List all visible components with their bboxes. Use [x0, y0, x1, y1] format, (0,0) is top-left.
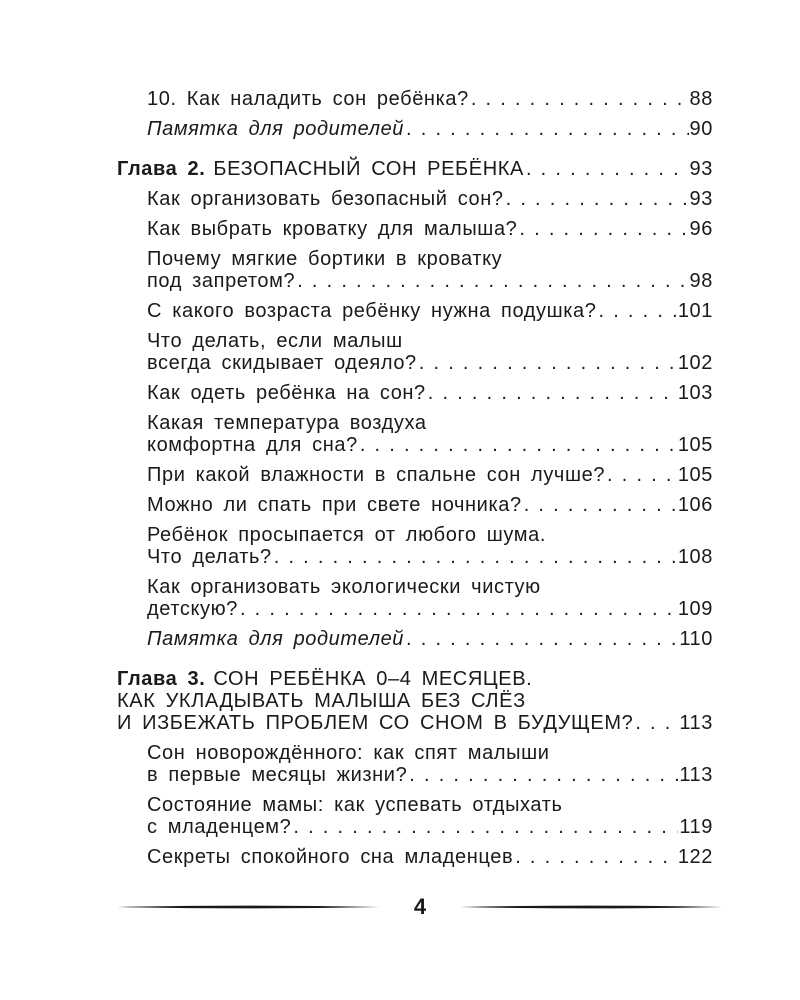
chapter-title: БЕЗОПАСНЫЙ СОН РЕБЁНКА — [213, 158, 524, 180]
toc-entry — [117, 524, 713, 568]
toc-page-number: 88 — [689, 88, 713, 110]
toc-entry — [117, 494, 713, 516]
toc-page-number: 98 — [689, 270, 713, 292]
toc-entry-title: Можно ли спать при свете ночника? — [147, 494, 522, 516]
toc-entry-title: Что делать? — [147, 546, 272, 568]
chapter-heading — [117, 158, 713, 180]
toc-entry-title: под запретом? — [147, 270, 296, 292]
toc-entry — [117, 118, 713, 140]
toc-entry-title: Секреты спокойного сна младенцев — [147, 846, 514, 868]
toc-entry-title: С какого возраста ребёнку нужна подушка? — [147, 300, 597, 322]
toc-page-number: 106 — [677, 494, 713, 516]
toc-page-number: 122 — [677, 846, 713, 868]
toc-entry-title: Памятка для родителей — [147, 628, 405, 650]
dot-leader — [428, 382, 677, 404]
dot-leader — [274, 546, 677, 568]
toc-entry — [117, 382, 713, 404]
toc-page-number: 108 — [677, 546, 713, 568]
toc-page-number: 101 — [677, 300, 713, 322]
chapter-title-line: КАК УКЛАДЫВАТЬ МАЛЫША БЕЗ СЛЁЗ — [117, 690, 526, 712]
toc-entry — [117, 576, 713, 620]
toc-entry — [117, 218, 713, 240]
toc-entry — [117, 794, 713, 838]
toc-entry — [117, 248, 713, 292]
toc-entry-title: детскую? — [147, 598, 238, 620]
chapter-label: Глава 3. — [117, 668, 206, 690]
dot-leader — [360, 434, 677, 456]
dot-leader — [599, 300, 677, 322]
toc-entry — [117, 464, 713, 486]
toc-entry-title: Что делать, если малыш — [147, 330, 403, 352]
dot-leader — [607, 464, 677, 486]
toc-page-number: 93 — [689, 158, 713, 180]
toc-entry — [117, 412, 713, 456]
toc-entry — [117, 628, 713, 650]
page-number: 4 — [413, 894, 427, 919]
chapter-title-line: И ИЗБЕЖАТЬ ПРОБЛЕМ СО СНОМ В БУДУЩЕМ? — [117, 712, 634, 734]
toc-entry — [117, 300, 713, 322]
toc-entry-title: всегда скидывает одеяло? — [147, 352, 417, 374]
toc-entry-title: Как организовать безопасный сон? — [147, 188, 504, 210]
toc-entry — [117, 188, 713, 210]
page-footer — [117, 892, 723, 922]
toc-entry — [117, 330, 713, 374]
toc-entry-title: Как организовать экологически чистую — [147, 576, 541, 598]
toc-page-number: 96 — [689, 218, 713, 240]
dot-leader — [471, 88, 689, 110]
toc-page-number: 119 — [679, 816, 713, 838]
dot-leader — [635, 712, 678, 734]
toc-entry-title: Как выбрать кроватку для малыша? — [147, 218, 518, 240]
toc-page-number: 90 — [689, 118, 713, 140]
toc-page-number: 105 — [677, 434, 713, 456]
toc-entry-title: комфортна для сна? — [147, 434, 358, 456]
dot-leader — [506, 188, 689, 210]
chapter-title-line: СОН РЕБЁНКА 0–4 МЕСЯЦЕВ. — [213, 668, 533, 690]
toc-page-number: 103 — [677, 382, 713, 404]
toc-page-number: 113 — [679, 764, 713, 786]
toc-page-number: 113 — [679, 712, 713, 734]
table-of-contents — [117, 88, 713, 876]
toc-entry-title: При какой влажности в спальне сон лучше? — [147, 464, 606, 486]
toc-page-number: 93 — [689, 188, 713, 210]
dot-leader — [406, 118, 689, 140]
dot-leader — [409, 764, 678, 786]
footer-rule-right — [460, 901, 723, 913]
chapter-label: Глава 2. — [117, 158, 206, 180]
toc-entry-title: Почему мягкие бортики в кроватку — [147, 248, 503, 270]
dot-leader — [240, 598, 677, 620]
toc-page-number: 110 — [679, 628, 713, 650]
dot-leader — [406, 628, 678, 650]
dot-leader — [293, 816, 678, 838]
dot-leader — [297, 270, 688, 292]
toc-entry-title: Сон новорождённого: как спят малыши — [147, 742, 550, 764]
chapter-heading — [117, 668, 713, 734]
toc-entry-title: Состояние мамы: как успевать отдыхать — [147, 794, 563, 816]
toc-entry-title: с младенцем? — [147, 816, 292, 838]
dot-leader — [419, 352, 677, 374]
toc-page-number: 109 — [677, 598, 713, 620]
toc-entry-title: Ребёнок просыпается от любого шума. — [147, 524, 547, 546]
dot-leader — [524, 494, 677, 516]
toc-entry — [117, 88, 713, 110]
dot-leader — [526, 158, 689, 180]
toc-entry-title: 10. Как наладить сон ребёнка? — [147, 88, 469, 110]
toc-entry — [117, 742, 713, 786]
toc-entry — [117, 846, 713, 868]
toc-page-number: 102 — [677, 352, 713, 374]
footer-rule-left — [117, 901, 380, 913]
toc-entry-title: Какая температура воздуха — [147, 412, 427, 434]
toc-entry-title: Как одеть ребёнка на сон? — [147, 382, 426, 404]
dot-leader — [519, 218, 688, 240]
dot-leader — [515, 846, 677, 868]
toc-entry-title: Памятка для родителей — [147, 118, 405, 140]
toc-entry-title: в первые месяцы жизни? — [147, 764, 408, 786]
toc-page-number: 105 — [677, 464, 713, 486]
